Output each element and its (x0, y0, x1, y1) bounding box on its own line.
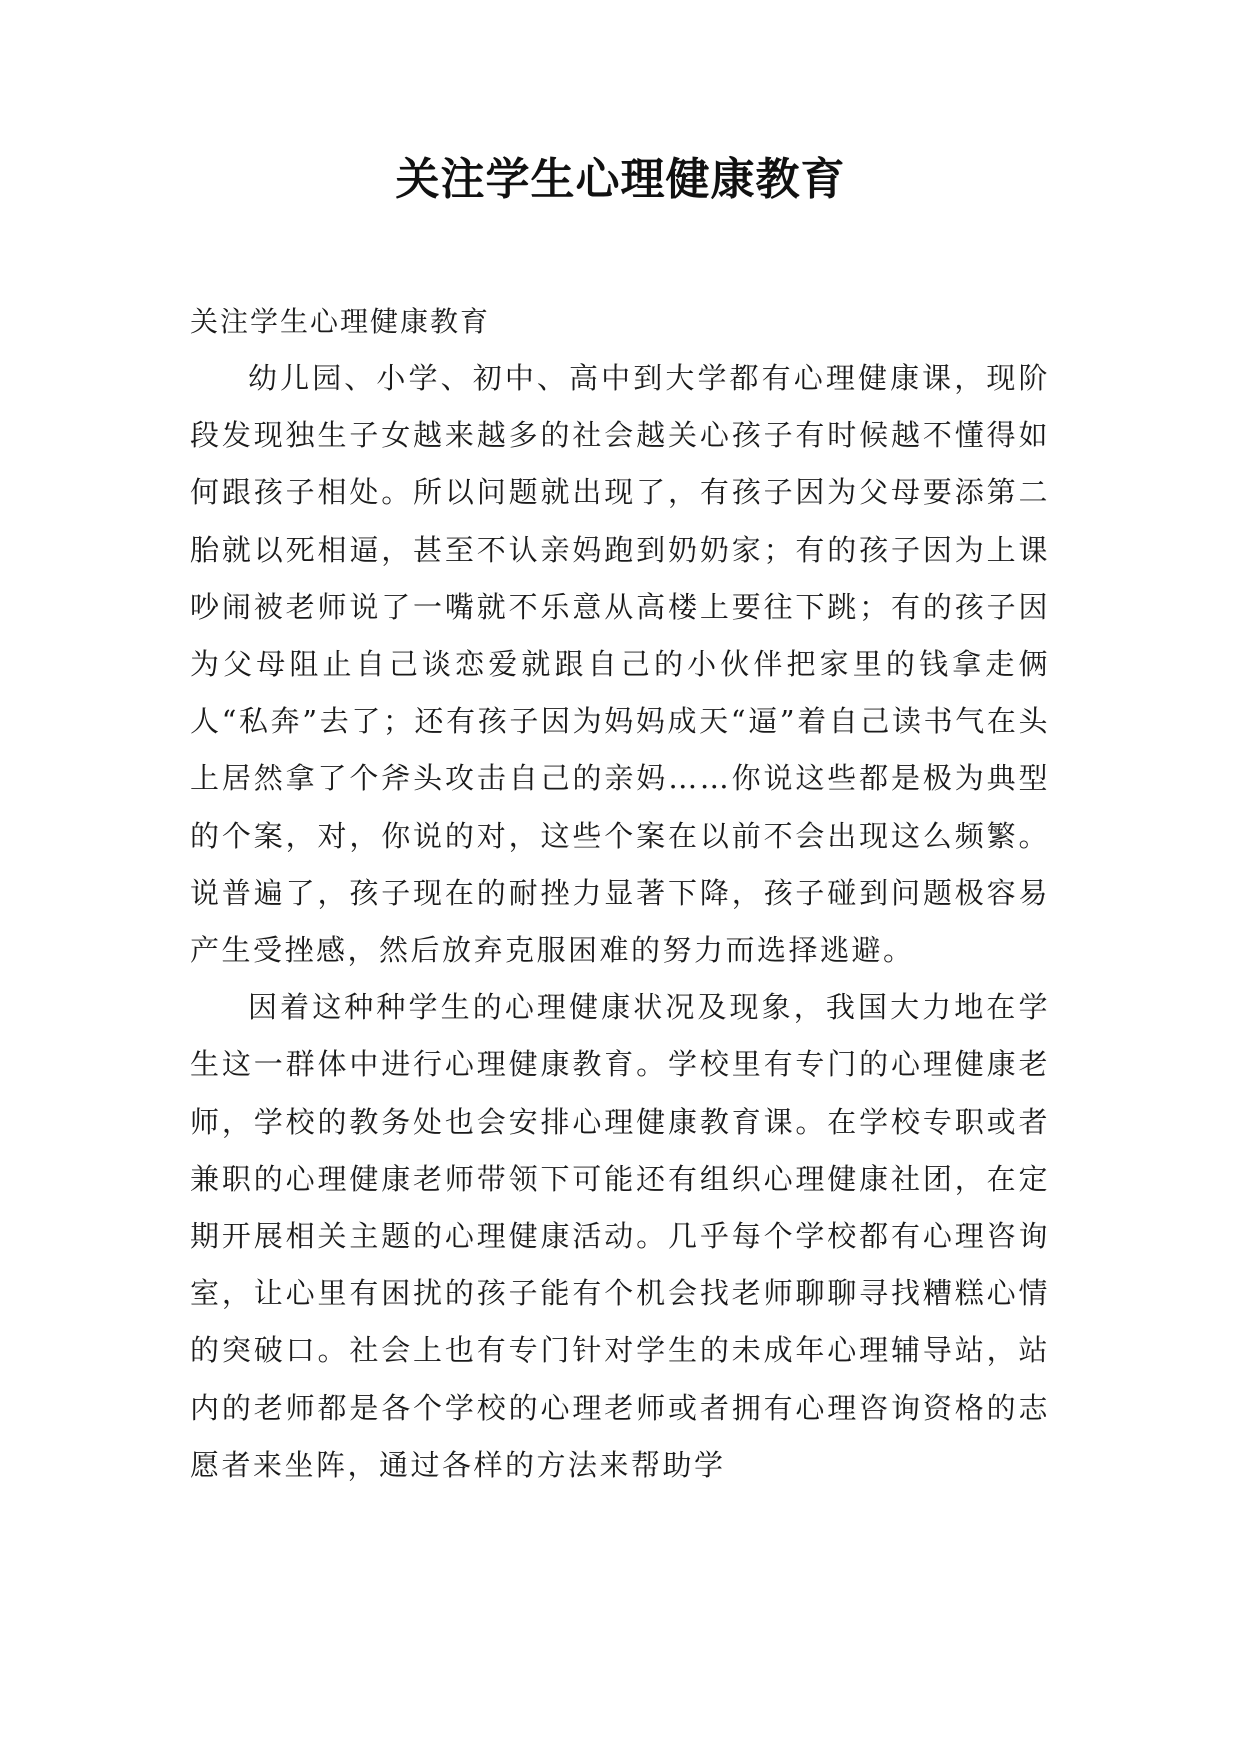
paragraph-1: 幼儿园、小学、初中、高中到大学都有心理健康课，现阶段发现独生子女越来越多的社会越关心孩子有时候越不懂得如何跟孩子相处。所以问题就出现了，有孩子因为父母要添第二胎就以死相逼，甚至不认亲妈跑到奶奶家；有的孩子因为上课吵闹被老师说了一嘴就不乐意从高楼上要往下跳；有的孩子因为父母阻止自己谈恋爱就跟自己的小伙伴把家里的钱拿走俩人“私奔”去了；还有孩子因为妈妈成天“逼”着自己读书气在头上居然拿了个斧头攻击自己的亲妈……你说这些都是极为典型的个案，对，你说的对，这些个案在以前不会出现这么频繁。说普遍了，孩子现在的耐挫力显著下降，孩子碰到问题极容易产生受挫感，然后放弃克服困难的努力而选择逃避。 (190, 361, 1050, 968)
document-title: 关注学生心理健康教育 (395, 154, 846, 205)
document-body (190, 294, 1050, 1494)
paragraph-2: 因着这种种学生的心理健康状况及现象，我国大力地在学生这一群体中进行心理健康教育。学校里有专门的心理健康老师，学校的教务处也会安排心理健康教育课。在学校专职或者兼职的心理健康老师带领下可能还有组织心理健康社团，在定期开展相关主题的心理健康活动。几乎每个学校都有心理咨询室，让心里有困扰的孩子能有个机会找老师聊聊寻找糟糕心情的突破口。社会上也有专门针对学生的未成年心理辅导站，站内的老师都是各个学校的心理老师或者拥有心理咨询资格的志愿者来坐阵，通过各样的方法来帮助学 (190, 990, 1050, 1482)
document-subtitle: 关注学生心理健康教育 (190, 305, 491, 338)
